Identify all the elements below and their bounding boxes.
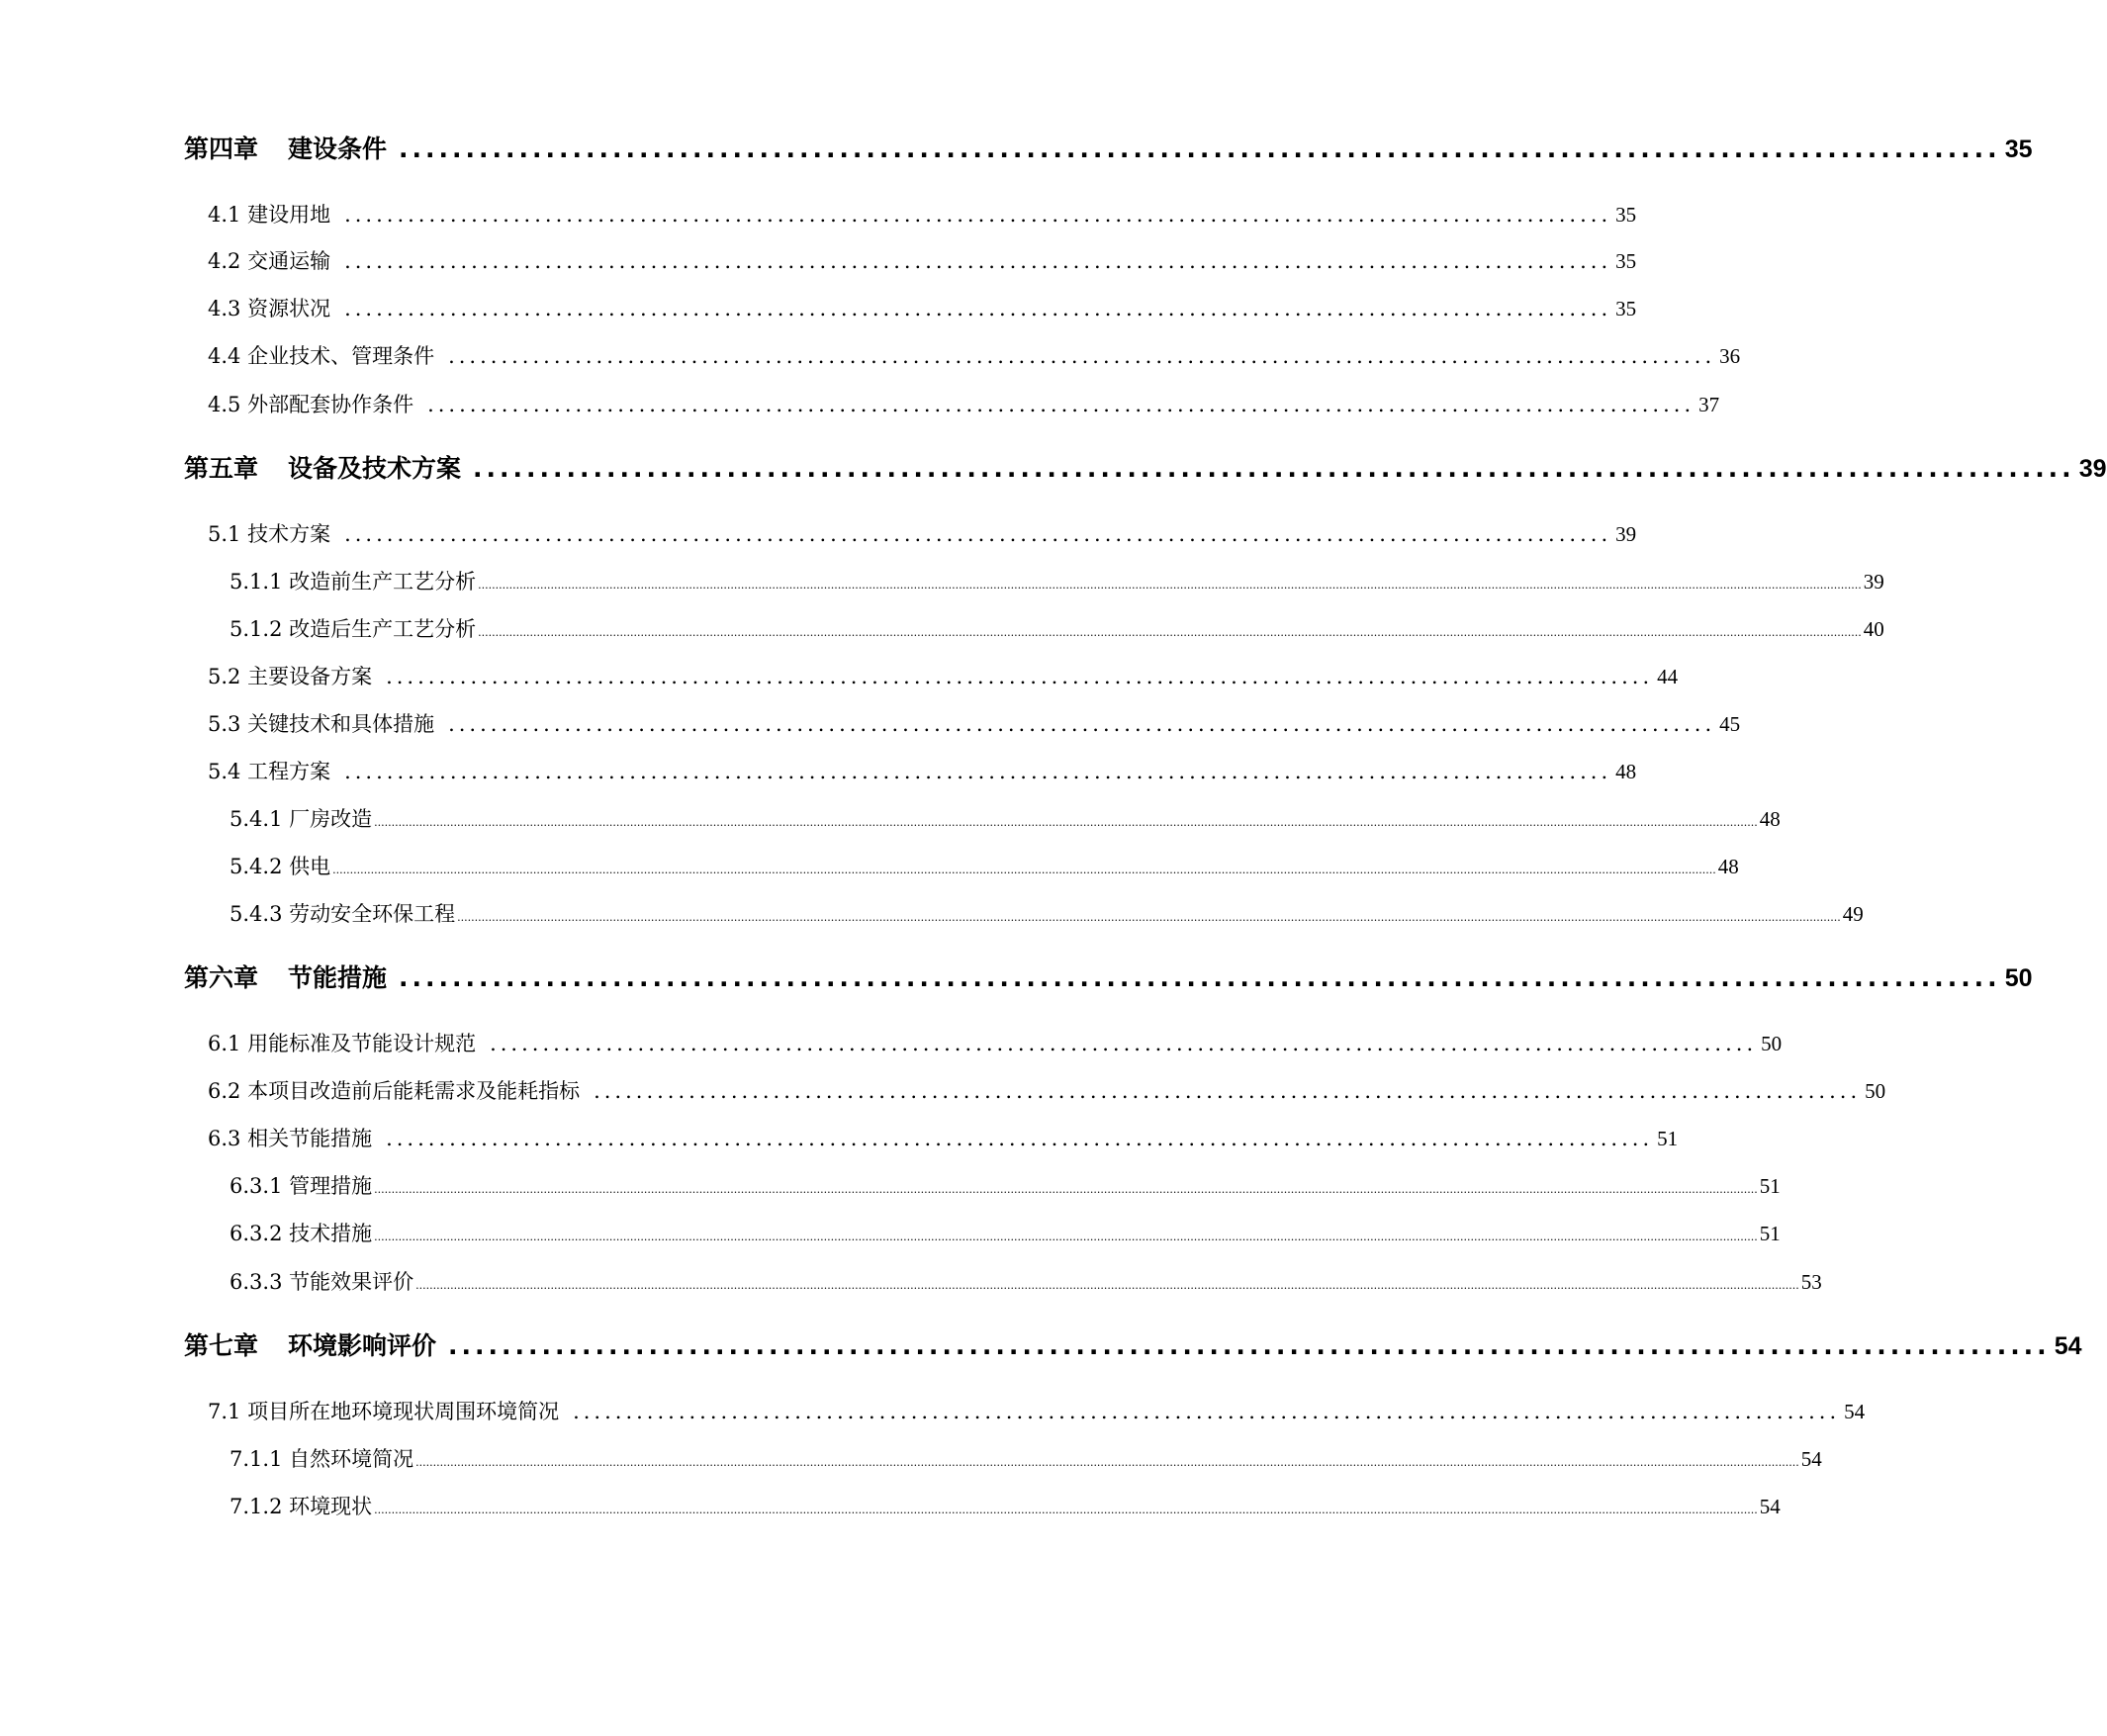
page-number: 39 (1615, 522, 1637, 546)
dot-leader: ................................................................................................................................................................................................................................................................................................................................................................................................................ (478, 579, 1862, 592)
dot-leader: ................................................................................................................................................................................................................................................................................................................................................................................................................ (374, 816, 1758, 829)
toc-subsection-entry[interactable] (229, 1491, 1781, 1520)
toc-section-entry[interactable] (208, 340, 1741, 370)
page-number: 53 (1800, 1270, 1822, 1294)
toc-subsection-entry[interactable] (229, 1443, 1822, 1473)
subsection-title: 5.1.1 改造前生产工艺分析 (229, 570, 477, 594)
toc-section-entry[interactable] (208, 245, 1637, 275)
page-number: 50 (1761, 1032, 1783, 1055)
subsection-title: 7.1.2 环境现状 (229, 1495, 373, 1518)
page-number: 40 (1863, 617, 1884, 641)
chapter-number: 第四章 (184, 135, 259, 163)
dot-leader: ........................................................................................................................ (344, 249, 1612, 273)
dot-leader: ................................................................................................................................................................................................................................................................................................................................................................................................................ (374, 1231, 1758, 1243)
section-title: 4.5 外部配套协作条件 (208, 393, 414, 416)
dot-leader: ........................................................................................................................ (448, 712, 1716, 736)
dot-leader: ........................................................................................................................ (344, 522, 1612, 546)
chapter-title: 节能措施 (288, 963, 388, 992)
chapter-number: 第七章 (184, 1331, 259, 1360)
section-title: 4.2 交通运输 (208, 249, 331, 273)
toc-section-entry[interactable] (208, 708, 1741, 738)
section-title: 4.4 企业技术、管理条件 (208, 344, 435, 368)
section-title: 5.1 技术方案 (208, 522, 331, 546)
subsection-title: 5.4.3 劳动安全环保工程 (229, 902, 456, 926)
chapter-title: 设备及技术方案 (288, 454, 462, 483)
dot-leader: ................................................................................................................................................................................................................................................................................................................................................................................................................ (415, 1456, 1799, 1469)
dot-leader: ........................................................................................................................ (344, 760, 1612, 783)
section-title: 5.3 关键技术和具体措施 (208, 712, 435, 736)
toc-section-entry[interactable] (208, 1396, 1866, 1425)
section-title: 4.1 建设用地 (208, 203, 331, 227)
page-number: 51 (1759, 1174, 1781, 1198)
toc-subsection-entry[interactable] (229, 1170, 1781, 1200)
toc-chapter-entry[interactable] (184, 130, 2033, 163)
page-number: 45 (1719, 712, 1741, 736)
subsection-title: 5.4.1 厂房改造 (229, 807, 373, 831)
dot-leader: ........................................................................................................................ (490, 1032, 1758, 1055)
section-title: 4.3 资源状况 (208, 297, 331, 320)
page-number: 54 (1844, 1400, 1866, 1423)
section-title: 6.3 相关节能措施 (208, 1127, 373, 1150)
page-number: 50 (1865, 1079, 1886, 1103)
section-title: 6.2 本项目改造前后能耗需求及能耗指标 (208, 1079, 581, 1103)
page-number: 48 (1615, 760, 1637, 783)
subsection-title: 6.3.3 节能效果评价 (229, 1270, 414, 1294)
page-number: 54 (1800, 1447, 1822, 1471)
chapter-title: 环境影响评价 (288, 1331, 437, 1360)
section-title: 5.4 工程方案 (208, 760, 331, 783)
subsection-title: 5.1.2 改造后生产工艺分析 (229, 617, 477, 641)
page-number: 54 (2054, 1332, 2082, 1360)
toc-subsection-entry[interactable] (229, 1266, 1822, 1296)
toc-section-entry[interactable] (208, 199, 1637, 228)
toc-subsection-entry[interactable] (229, 566, 1884, 595)
page-number: 39 (1863, 570, 1884, 594)
dot-leader: ........................................................................................................................ (399, 135, 2001, 163)
toc-chapter-entry[interactable] (184, 449, 2107, 483)
toc-subsection-entry[interactable] (229, 613, 1884, 643)
page-number: 36 (1719, 344, 1741, 368)
subsection-title: 6.3.1 管理措施 (229, 1174, 373, 1198)
toc-chapter-entry[interactable] (184, 959, 2033, 992)
subsection-title: 7.1.1 自然环境简况 (229, 1447, 414, 1471)
page-number: 54 (1759, 1495, 1781, 1518)
toc-section-entry[interactable] (208, 1028, 1783, 1057)
dot-leader: ........................................................................................................................ (594, 1079, 1862, 1103)
page-number: 48 (1759, 807, 1781, 831)
chapter-title: 建设条件 (288, 135, 388, 163)
page-number: 35 (1615, 297, 1637, 320)
page-number: 35 (1615, 203, 1637, 227)
page-number: 51 (1657, 1127, 1679, 1150)
dot-leader: ........................................................................................................................ (386, 665, 1654, 688)
page-number: 35 (2004, 136, 2033, 163)
toc-chapter-entry[interactable] (184, 1326, 2082, 1360)
dot-leader: ........................................................................................................................ (427, 393, 1695, 416)
dot-leader: ........................................................................................................................ (448, 344, 1716, 368)
page-number: 39 (2078, 455, 2107, 483)
toc-subsection-entry[interactable] (229, 851, 1739, 880)
page-number: 51 (1759, 1222, 1781, 1245)
section-title: 7.1 项目所在地环境现状周围环境简况 (208, 1400, 560, 1423)
dot-leader: ........................................................................................................................ (399, 963, 2001, 992)
page-number: 50 (2004, 964, 2033, 992)
toc-section-entry[interactable] (208, 518, 1637, 548)
chapter-number: 第五章 (184, 454, 259, 483)
page-number: 44 (1657, 665, 1679, 688)
subsection-title: 6.3.2 技术措施 (229, 1222, 373, 1245)
dot-leader: ........................................................................................................................ (573, 1400, 1841, 1423)
toc-section-entry[interactable] (208, 661, 1679, 690)
toc-subsection-entry[interactable] (229, 898, 1864, 928)
page-number: 37 (1698, 393, 1720, 416)
subsection-title: 5.4.2 供电 (229, 855, 331, 878)
toc-subsection-entry[interactable] (229, 803, 1781, 833)
dot-leader: ................................................................................................................................................................................................................................................................................................................................................................................................................ (415, 1279, 1799, 1292)
dot-leader: ........................................................................................................................ (473, 454, 2075, 483)
toc-section-entry[interactable] (208, 389, 1720, 418)
page-number: 48 (1717, 855, 1739, 878)
dot-leader: ........................................................................................................................ (344, 297, 1612, 320)
dot-leader: ................................................................................................................................................................................................................................................................................................................................................................................................................ (457, 911, 1841, 924)
dot-leader: ................................................................................................................................................................................................................................................................................................................................................................................................................ (374, 1504, 1758, 1516)
dot-leader: ................................................................................................................................................................................................................................................................................................................................................................................................................ (332, 864, 1716, 876)
dot-leader: ................................................................................................................................................................................................................................................................................................................................................................................................................ (478, 626, 1862, 639)
toc-subsection-entry[interactable] (229, 1218, 1781, 1247)
dot-leader: ........................................................................................................................ (448, 1331, 2051, 1360)
dot-leader: ........................................................................................................................ (344, 203, 1612, 227)
page-number: 49 (1842, 902, 1864, 926)
dot-leader: ................................................................................................................................................................................................................................................................................................................................................................................................................ (374, 1183, 1758, 1196)
section-title: 6.1 用能标准及节能设计规范 (208, 1032, 477, 1055)
toc-section-entry[interactable] (208, 293, 1637, 322)
toc-section-entry[interactable] (208, 1075, 1886, 1105)
dot-leader: ........................................................................................................................ (386, 1127, 1654, 1150)
toc-section-entry[interactable] (208, 756, 1637, 785)
page-number: 35 (1615, 249, 1637, 273)
section-title: 5.2 主要设备方案 (208, 665, 373, 688)
toc-section-entry[interactable] (208, 1123, 1679, 1152)
chapter-number: 第六章 (184, 963, 259, 992)
